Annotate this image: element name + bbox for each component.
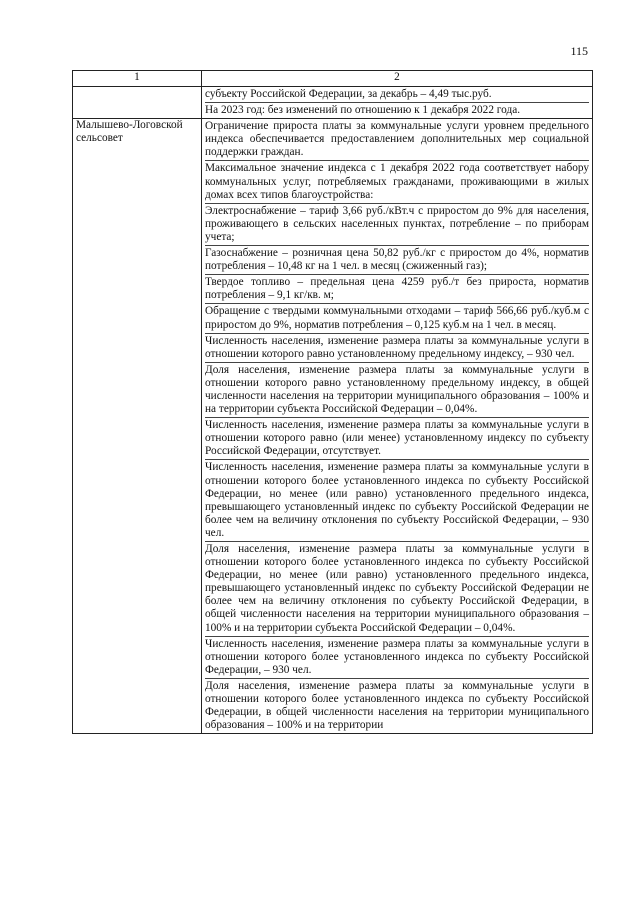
paragraph: Доля населения, изменение размера платы за коммунальные услуги в отношении которого более установленного индекса по субъекту Российской Федерации, но менее (или равно) установленного предельного индекса, превышающего установленный индекс по субъекту Российской Федерации не более чем на величину отклонения по субъекту Российской Федерации, в общей численности населения на территории муниципального образования – 100% и на территории субъекта Российской Федерации – 0,04%. bbox=[205, 541, 589, 636]
continuation-paragraph: На 2023 год: без изменений по отношению к 1 декабря 2022 года. bbox=[205, 102, 589, 118]
table-header-row bbox=[73, 71, 593, 87]
paragraph: Газоснабжение – розничная цена 50,82 руб./кг с приростом до 4%, норматив потребления – 10,48 кг на 1 чел. в месяц (сжиженный газ); bbox=[205, 245, 589, 274]
paragraph: Доля населения, изменение размера платы за коммунальные услуги в отношении которого более установленного индекса по субъекту Российской Федерации, в общей численности населения на территории муниципального образования – 100% и на территории bbox=[205, 678, 589, 733]
paragraph: Ограничение прироста платы за коммунальные услуги уровнем предельного индекса обеспечивается предоставлением дополнительных мер социальной поддержки граждан. bbox=[205, 120, 589, 159]
paragraph: Численность населения, изменение размера платы за коммунальные услуги в отношении которого равно (или менее) установленному индексу по субъекту Российской Федерации, отсутствует. bbox=[205, 417, 589, 459]
paragraph: Электроснабжение – тариф 3,66 руб./кВт.ч с приростом до 9% для населения, проживающего в сельских населенных пунктах, потребление – по приборам учета; bbox=[205, 203, 589, 245]
document-table bbox=[72, 70, 593, 734]
paragraph: Максимальное значение индекса с 1 декабря 2022 года соответствует набору коммунальных услуг, потребляемых гражданами, проживающими в жилых домах всех типов благоустройства: bbox=[205, 160, 589, 202]
paragraph: Численность населения, изменение размера платы за коммунальные услуги в отношении которого более установленного индекса по субъекту Российской Федерации, – 930 чел. bbox=[205, 636, 589, 678]
continuation-row bbox=[73, 87, 593, 119]
paragraph: Численность населения, изменение размера платы за коммунальные услуги в отношении которого равно установленному предельному индексу, – 930 чел. bbox=[205, 333, 589, 362]
paragraph: Доля населения, изменение размера платы за коммунальные услуги в отношении которого равно установленному предельному индексу, в общей численности населения на территории муниципального образования – 100% и на территории субъекта Российской Федерации – 0,04%. bbox=[205, 362, 589, 417]
table-row bbox=[73, 119, 593, 734]
continuation-text-cell bbox=[202, 87, 593, 119]
column-header-2: 2 bbox=[202, 71, 593, 87]
continuation-district-cell bbox=[73, 87, 202, 119]
column-header-1: 1 bbox=[73, 71, 202, 87]
paragraph: Численность населения, изменение размера платы за коммунальные услуги в отношении которого более установленного индекса по субъекту Российской Федерации, но менее (или равно) установленного предельного индекса, превышающего установленный индекс по субъекту Российской Федерации не более чем на величину отклонения по субъекту Российской Федерации, – 930 чел. bbox=[205, 459, 589, 541]
paragraph: Обращение с твердыми коммунальными отходами – тариф 566,66 руб./куб.м с приростом до 9%, норматив потребления – 0,125 куб.м на 1 чел. в месяц. bbox=[205, 303, 589, 332]
paragraph: Твердое топливо – предельная цена 4259 руб./т без прироста, норматив потребления – 9,1 кг/кв. м; bbox=[205, 274, 589, 303]
district-text-cell bbox=[202, 119, 593, 734]
page-number: 115 bbox=[570, 44, 588, 58]
continuation-paragraph: субъекту Российской Федерации, за декабрь – 4,49 тыс.руб. bbox=[205, 88, 492, 100]
district-name: Малышево-Логовской сельсовет bbox=[73, 119, 202, 734]
